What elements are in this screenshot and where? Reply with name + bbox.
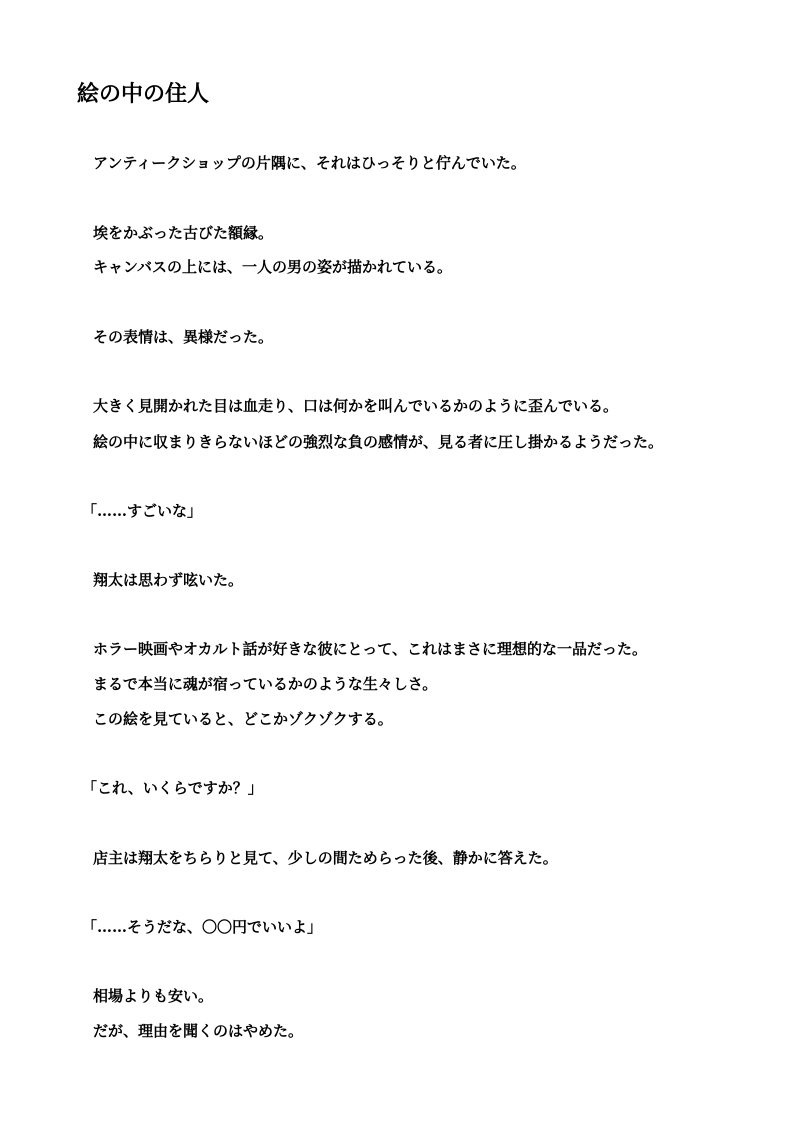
paragraph-line: だが、理由を聞くのはやめた。 <box>93 1022 304 1040</box>
paragraph-line: 翔太は思わず呟いた。 <box>93 571 244 589</box>
paragraph-line: その表情は、異様だった。 <box>93 328 274 346</box>
dialogue-line: 「……すごいな」 <box>82 502 203 520</box>
paragraph-line: 大きく見開かれた目は血走り、口は何かを叫んでいるかのように歪んでいる。 <box>93 397 619 415</box>
paragraph-line: 相場よりも安い。 <box>93 987 214 1005</box>
paragraph-line: この絵を見ていると、どこかゾクゾクする。 <box>93 710 393 728</box>
dialogue-line: 「これ、いくらですか？」 <box>82 779 263 797</box>
paragraph-line: キャンバスの上には、一人の男の姿が描かれている。 <box>93 258 452 276</box>
paragraph-line: ホラー映画やオカルト話が好きな彼にとって、これはまさに理想的な一品だった。 <box>93 640 647 658</box>
paragraph-line: 埃をかぶった古びた額縁。 <box>93 224 274 242</box>
paragraph-line: アンティークショップの片隅に、それはひっそりと佇んでいた。 <box>93 154 526 172</box>
document-title: 絵の中の住人 <box>77 82 210 107</box>
paragraph-line: 店主は翔太をちらりと見て、少しの間ためらった後、静かに答えた。 <box>93 849 558 867</box>
dialogue-line: 「……そうだな、〇〇円でいいよ」 <box>82 918 323 936</box>
paragraph-line: 絵の中に収まりきらないほどの強烈な負の感情が、見る者に圧し掛かるようだった。 <box>93 433 664 451</box>
paragraph-line: まるで本当に魂が宿っているかのような生々しさ。 <box>93 675 438 693</box>
